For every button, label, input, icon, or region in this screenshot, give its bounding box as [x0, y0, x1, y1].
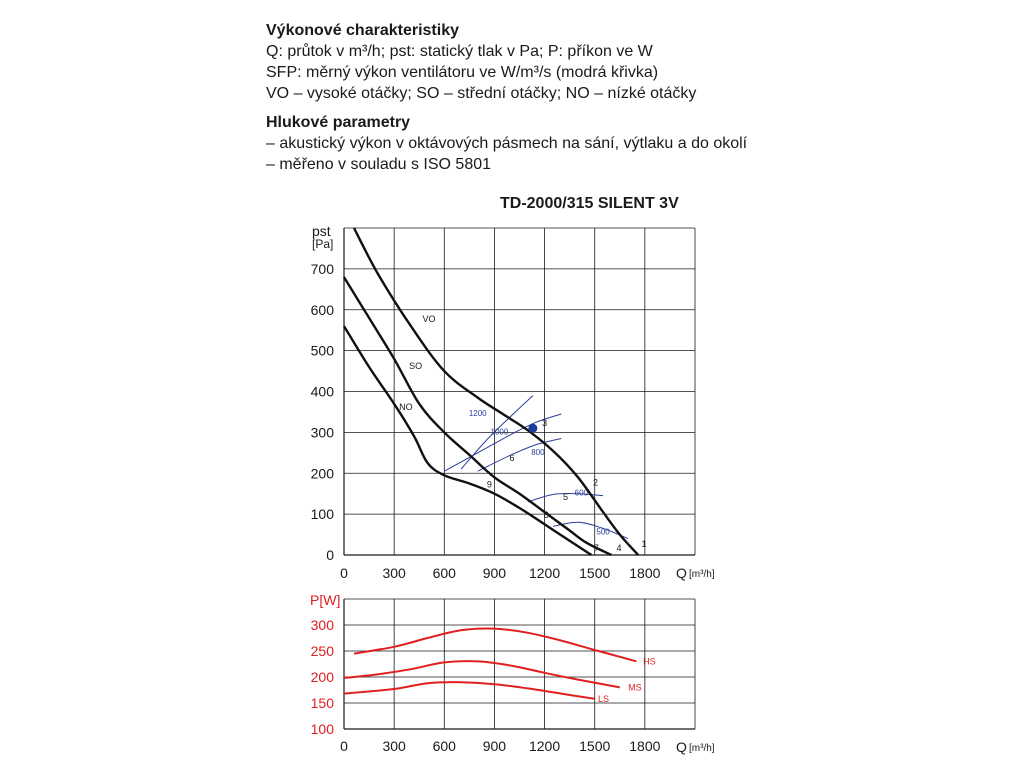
point-label: 3	[542, 418, 548, 429]
point-label: 8	[543, 510, 549, 521]
point-label: 7	[593, 542, 599, 553]
x-tick-label: 300	[382, 565, 406, 581]
chart-title: TD-2000/315 SILENT 3V	[500, 195, 679, 212]
y-axis-label: pst	[312, 223, 331, 239]
y-tick-label: 100	[310, 506, 334, 523]
point-label: 1	[641, 538, 647, 549]
y-tick-label: 150	[310, 695, 334, 711]
power-curve-label: LS	[598, 693, 610, 704]
pressure-chart	[311, 223, 715, 581]
y-tick-label: 300	[310, 617, 334, 633]
x-tick-label: 1500	[579, 738, 611, 754]
x-tick-label: 600	[432, 565, 456, 581]
desc-line-3: VO – vysoké otáčky; SO – střední otáčky; NO – nízké otáčky	[266, 85, 697, 102]
curve-label: SO	[409, 361, 423, 372]
y-axis-label: P[W]	[310, 592, 341, 608]
x-axis-unit: [m³/h]	[689, 569, 715, 580]
y-tick-label: 200	[310, 465, 334, 482]
y-axis-unit: [Pa]	[312, 237, 334, 251]
sfp-label: 1000	[490, 427, 509, 437]
x-tick-label: 1200	[528, 738, 561, 754]
y-tick-label: 300	[310, 424, 334, 441]
sfp-label: 1200	[468, 409, 487, 419]
y-tick-label: 600	[310, 301, 334, 318]
point-label: 2	[593, 477, 599, 488]
x-tick-label: 0	[340, 738, 348, 754]
point-label: 4	[616, 542, 622, 553]
x-tick-label: 0	[340, 565, 348, 581]
power-curve-hs	[354, 628, 637, 661]
noise-heading: Hlukové parametry	[266, 114, 411, 131]
x-tick-label: 900	[482, 738, 507, 754]
x-axis-label: Q	[676, 565, 687, 581]
y-tick-label: 200	[310, 669, 334, 685]
y-tick-label: 0	[326, 547, 334, 563]
y-tick-label: 500	[310, 342, 334, 359]
point-label: 5	[562, 491, 568, 502]
power-curve-ls	[344, 682, 595, 699]
sfp-curve-800	[478, 439, 562, 472]
point-label: 6	[509, 452, 515, 463]
point-label: 9	[486, 479, 492, 490]
y-tick-label: 700	[310, 260, 334, 277]
x-tick-label: 1200	[528, 565, 561, 581]
curve-label: VO	[422, 314, 436, 325]
sfp-label: 500	[596, 527, 610, 537]
x-tick-label: 300	[382, 738, 406, 754]
desc-line-1: Q: průtok v m³/h; pst: statický tlak v Pa; P: příkon ve W	[266, 43, 653, 60]
sfp-label: 800	[531, 447, 545, 457]
x-tick-label: 600	[432, 738, 456, 754]
y-tick-label: 250	[310, 643, 334, 659]
performance-heading: Výkonové charakteristiky	[266, 22, 459, 39]
x-tick-label: 1800	[629, 738, 661, 754]
x-tick-label: 1500	[579, 565, 611, 581]
y-tick-label: 400	[310, 383, 334, 400]
x-tick-label: 900	[482, 565, 507, 581]
y-tick-label: 100	[310, 721, 334, 737]
x-axis-unit: [m³/h]	[689, 743, 715, 754]
power-curve-label: HS	[643, 656, 656, 667]
desc-line-2: SFP: měrný výkon ventilátoru ve W/m³/s (modrá křivka)	[266, 64, 659, 81]
x-axis-label: Q	[676, 739, 687, 755]
desc-line-4: – akustický výkon v oktávových pásmech na sání, výtlaku a do okolí	[266, 135, 748, 152]
curve-label: NO	[399, 401, 413, 412]
desc-line-5: – měřeno v souladu s ISO 5801	[266, 156, 492, 173]
power-curve-label: MS	[628, 682, 642, 693]
power-chart	[310, 592, 715, 755]
sfp-label: 600	[574, 488, 589, 498]
x-tick-label: 1800	[629, 565, 661, 581]
operating-point	[528, 424, 537, 433]
